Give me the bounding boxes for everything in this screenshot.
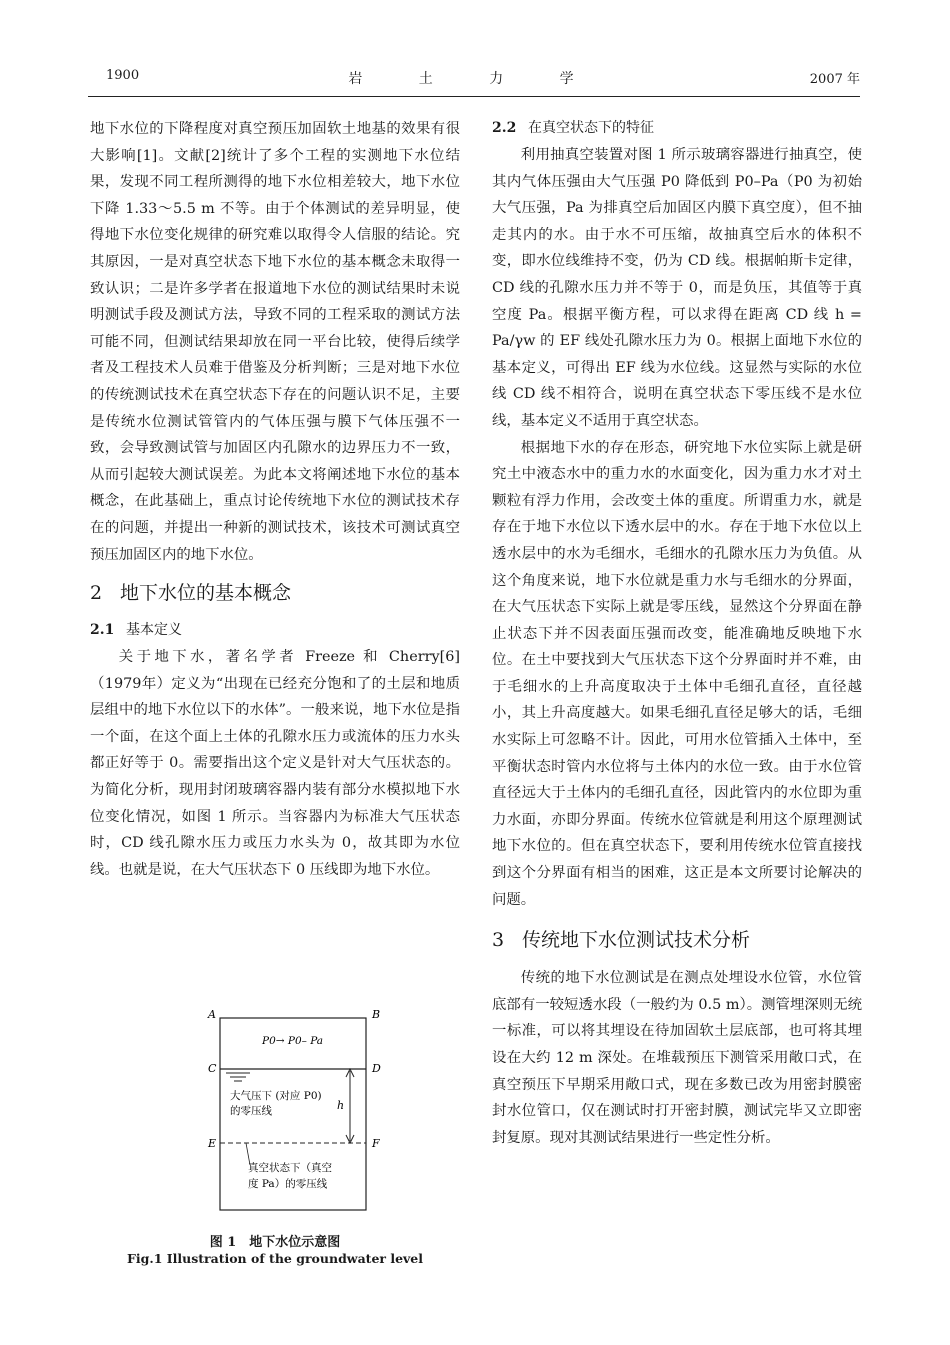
publication-year: 2007 年 — [809, 72, 860, 87]
traditional-test-paragraph: 传统的地下水位测试是在测点处埋设水位管，水位管底部有一较短透水段（一般约为 0.5 m）。测管埋深则无统一标准，可以将其埋设在待加固软土层底部，也可将其埋设在大约 12 m 深处。在堆载预压下测管采用敞口式，在真空预压下早期采用敞口式，现在多数已改为用密封膜密封水位管口，仅在测试时打开密封膜，测试完毕又立即密封复原。现对其测试结果进行一些定性分析。 — [492, 970, 862, 1146]
groundwater-diagram — [150, 1005, 430, 1235]
figure-caption-english: Fig.1 Illustration of the groundwater level — [127, 1251, 423, 1266]
vacuum-zero-line-label-2: 度 Pa）的零压线 — [248, 1178, 328, 1190]
page-header — [88, 66, 860, 97]
point-e-label: E — [208, 1137, 217, 1150]
point-c-label: C — [208, 1062, 217, 1075]
point-b-label: B — [372, 1008, 381, 1021]
pressure-change-label: P0→ P0– Pa — [262, 1035, 324, 1047]
definition-paragraph: 关于地下水，著名学者 Freeze 和 Cherry[6]（1979年）定义为“出现在已经充分饱和了的土层和地质层组中的地下水位以下的水体”。一般来说，地下水位是指一个面，在这个面上土体的孔隙水压力或流体的压力水头都正好等于 0。需要指出这个定义是针对大气压状态的。为简化分析，现用封闭玻璃容器内装有部分水模拟地下水位变化情况，如图 1 所示。当容器内为标准大气压状态时，CD 线孔隙水压力或压力水头为 0，故其即为水位线。也就是说，在大气压状态下 0 压线即为地下水位。 — [90, 649, 460, 878]
section-title: 传统地下水位测试技术分析 — [522, 929, 751, 952]
atm-zero-line-label-1: 大气压下 (对应 P0) — [230, 1090, 322, 1102]
subsection-2-2-heading — [492, 116, 862, 140]
point-d-label: D — [372, 1062, 381, 1075]
point-a-label: A — [208, 1008, 216, 1021]
subsection-2-1-heading — [90, 618, 460, 642]
subsection-number: 2.1 — [90, 622, 115, 639]
point-f-label: F — [372, 1137, 380, 1150]
section-3-heading — [492, 925, 862, 955]
left-column — [90, 116, 460, 883]
subsection-number: 2.2 — [492, 120, 517, 136]
atm-zero-line-label-2: 的零压线 — [230, 1105, 272, 1117]
section-title: 地下水位的基本概念 — [120, 582, 292, 605]
journal-title: 岩 土 力 学 — [348, 71, 600, 87]
subsection-title: 基本定义 — [126, 622, 182, 639]
subsection-title: 在真空状态下的特征 — [528, 120, 654, 136]
vacuum-zero-line-label-1: 真空状态下（真空 — [248, 1162, 332, 1174]
figure-caption-chinese: 图 1 地下水位示意图 — [209, 1235, 341, 1250]
vacuum-paragraph-2: 根据地下水的存在形态，研究地下水位实际上就是研究土中液态水中的重力水的水面变化，因为重力水才对土颗粒有浮力作用，会改变土体的重度。所谓重力水，就是存在于地下水位以下透水层中的水。存在于地下水位以上透水层中的水为毛细水，毛细水的孔隙水压力为负值。从这个角度来说，地下水位就是重力水与毛细水的分界面，在大气压状态下实际上就是零压线，显然这个分界面在静止状态下并不因表面压强而改变，能准确地反映地下水位。在土中要找到大气压状态下这个分界面时并不难，由于毛细水的上升高度取决于土体中毛细孔直径，直径越小，其上升高度越大。如果毛细孔直径足够大的话，毛细水实际上可忽略不计。因此，可用水位管插入土体中，至平衡状态时管内水位将与土体内的水位一致。由于水位管直径远大于土体内的毛细孔直径，因此管内的水位即为重力水面，亦即分界面。传统水位管就是利用这个原理测试地下水位的。但在真空状态下，要利用传统水位管直接找到这个分界面有相当的困难，这正是本文所要讨论解决的问题。 — [492, 439, 862, 908]
section-2-heading — [90, 578, 460, 608]
vacuum-paragraph-1: 利用抽真空装置对图 1 所示玻璃容器进行抽真空，使其内气体压强由大气压强 P0 降低到 P0–Pa（P0 为初始大气压强，Pa 为排真空后加固区内膜下真空度），但不抽走其内的水。由于水不可压缩，故抽真空后水的体积不变，即水位线维持不变，仍为 CD 线。根据帕斯卡定律，CD 线的孔隙水压力并不等于 0，而是负压，其值等于真空度 Pa。根据平衡方程，可以求得在距离 CD 线 h = Pa/γw 的 EF 线处孔隙水压力为 0。根据上面地下水位的基本定义，可得出 EF 线为水位线。这显然与实际的水位线 CD 线不相符合，说明在真空状态下零压线不是水位线，基本定义不适用于真空状态。 — [492, 147, 862, 429]
page-number: 1900 — [106, 68, 140, 83]
right-column — [492, 116, 862, 1151]
intro-paragraph: 地下水位的下降程度对真空预压加固软土地基的效果有很大影响[1]。文献[2]统计了多个工程的实测地下水位结果，发现不同工程所测得的地下水位相差较大，地下水位下降 1.33～5.5 m 不等。由于个体测试的差异明显，使得地下水位变化规律的研究难以取得令人信服的结论。究其原因，一是对真空状态下地下水位的基本概念未取得一致认识；二是许多学者在报道地下水位的测试结果时未说明测试手段及测试方法，导致不同的工程采取的测试方法可能不同，但测试结果却放在同一平台比较，使得后续学者及工程技术人员难于借鉴及分析判断；三是对地下水位的传统测试技术在真空状态下存在的问题认识不足，主要是传统水位测试管管内的气体压强与膜下气体压强不一致，会导致测试管与加固区内孔隙水的边界压力不一致，从而引起较大测试误差。为此本文将阐述地下水位的基本概念，在此基础上，重点讨论传统地下水位的测试技术存在的问题，并提出一种新的测试技术，该技术可测试真空预压加固区内的地下水位。 — [90, 121, 460, 563]
h-label: h — [337, 1099, 345, 1112]
section-number: 3 — [492, 929, 505, 952]
section-number: 2 — [90, 582, 103, 605]
